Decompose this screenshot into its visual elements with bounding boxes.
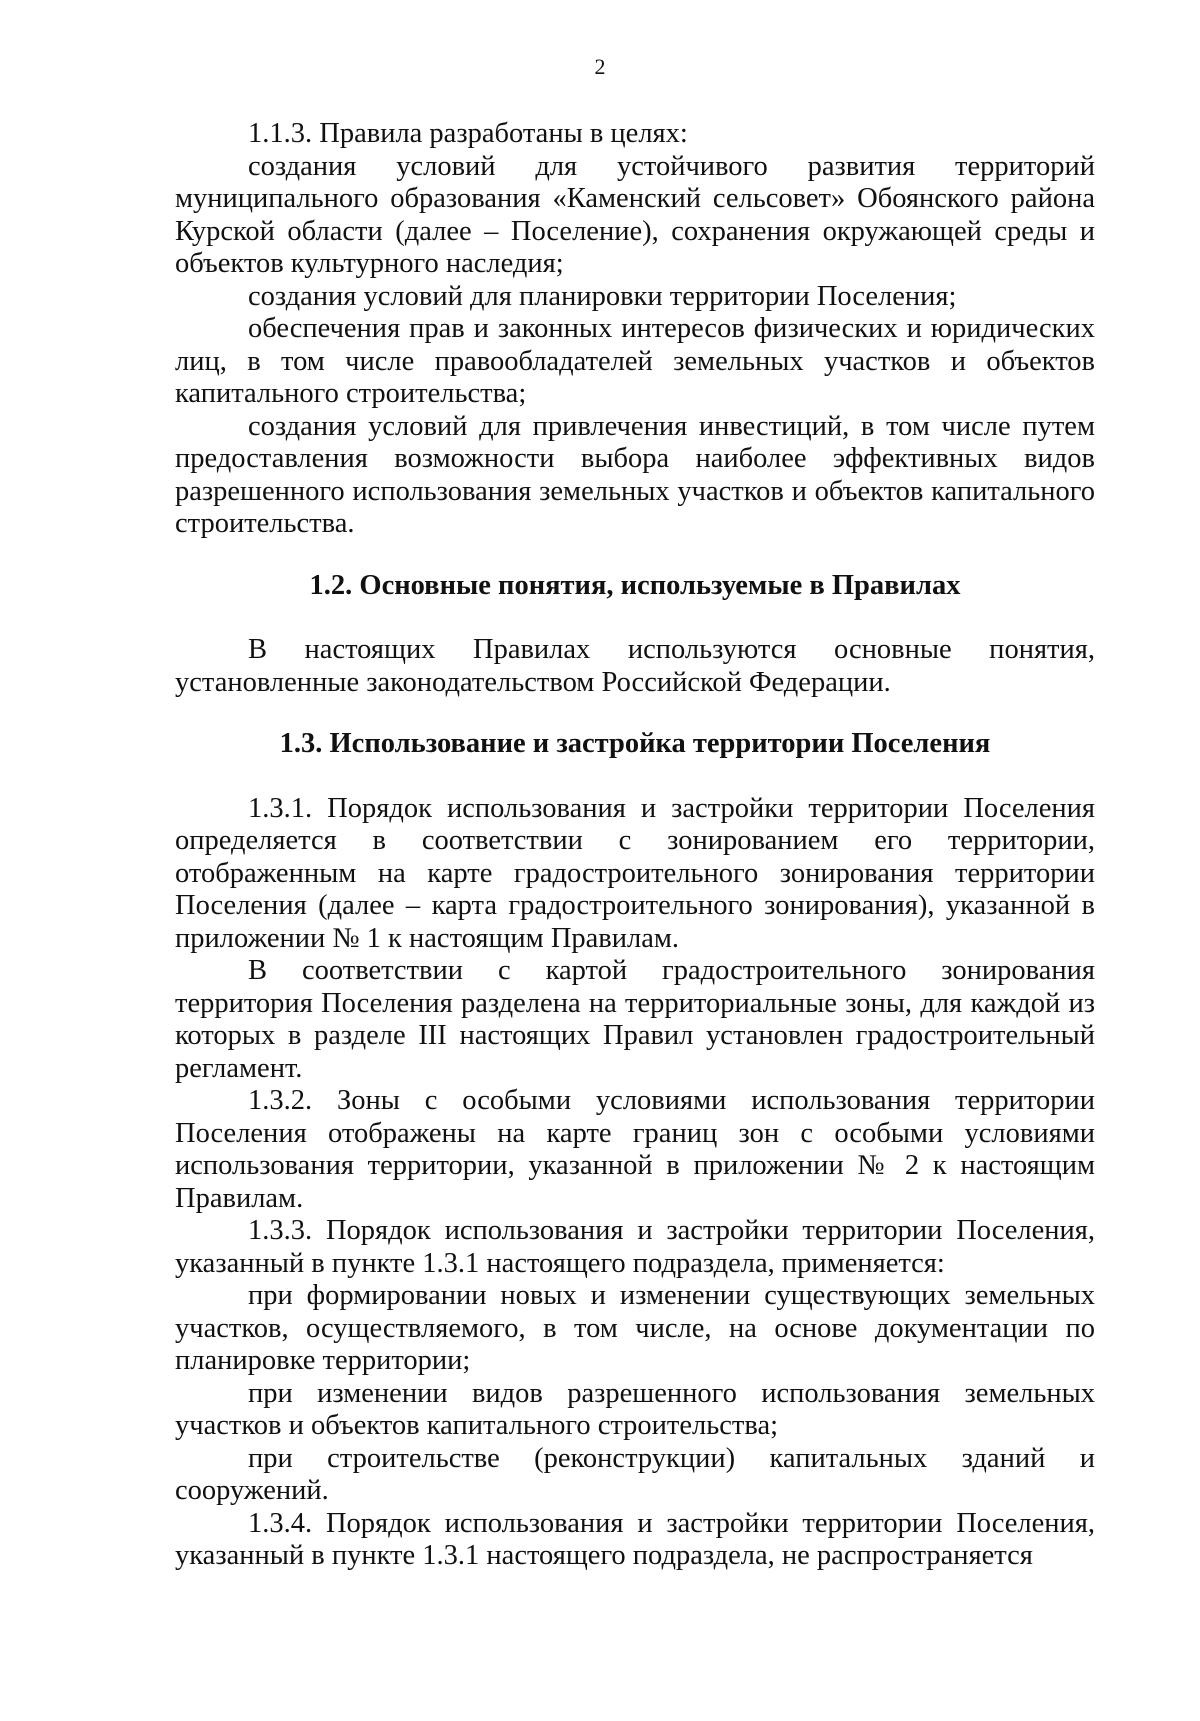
paragraph-goal-planning: создания условий для планировки территории Поселения; — [248, 280, 957, 312]
spacer — [175, 541, 1095, 570]
paragraph-basic-concepts: В настоящих Правилах используются основные понятия, установленные законодательством Российской Федерации. — [175, 634, 1095, 698]
paragraph-1-3-3: 1.3.3. Порядок использования и застройки территории Поселения, указанный в пункте 1.3.1 настоящего подраздела, применяется: — [175, 1215, 1095, 1279]
paragraph-1-3-2: 1.3.2. Зоны с особыми условиями использования территории Поселения отображены на карте границ зон с особыми условиями использования территории, указанной в приложении № 2 к настоящим Правилам. — [175, 1085, 1095, 1214]
section-heading-1-3: 1.3. Использование и застройка территории Поселения — [279, 728, 991, 759]
paragraph-goal-rights: обеспечения прав и законных интересов физических и юридических лиц, в том числе правообладателей земельных участков и объектов капитального строительства; — [175, 313, 1095, 409]
document-body — [175, 118, 1095, 1573]
paragraph-1-3-1: 1.3.1. Порядок использования и застройки территории Поселения определяется в соответствии с зонированием его территории, отображенным на карте градостроительного зонирования территории Поселения (далее – карта градостроительного зонирования), указанной в приложении № 1 к настоящим Правилам. — [175, 792, 1095, 954]
paragraph-applies-land-plots: при формировании новых и изменении существующих земельных участков, осуществляемого, в том числе, на основе документации по планировке территории; — [175, 1280, 1095, 1376]
paragraph-zoning-map: В соответствии с картой градостроительного зонирования территория Поселения разделена на территориальные зоны, для каждой из которых в разделе III настоящих Правил установлен градостроительный регламент. — [175, 955, 1095, 1084]
section-heading-1-2: 1.2. Основные понятия, используемые в Правилах — [309, 569, 961, 601]
paragraph-1-3-4: 1.3.4. Порядок использования и застройки территории Поселения, указанный в пункте 1.3.1 настоящего подраздела, не распространяется — [175, 1507, 1095, 1571]
paragraph-goal-sustainable-development: создания условий для устойчивого развития территорий муниципального образования «Каменский сельсовет» Обоянского района Курской области (далее – Поселение), сохранения окружающей среды и объектов культурного наследия; — [175, 150, 1095, 279]
spacer — [175, 602, 1095, 634]
paragraph-goal-investment: создания условий для привлечения инвестиций, в том числе путем предоставления возможности выбора наиболее эффективных видов разрешенного использования земельных участков и объектов капитального строительства. — [175, 410, 1095, 539]
paragraph-applies-permitted-use: при изменении видов разрешенного использования земельных участков и объектов капитального строительства; — [175, 1377, 1095, 1441]
paragraph-1-1-3: 1.1.3. Правила разработаны в целях: — [248, 118, 688, 149]
paragraph-applies-construction: при строительстве (реконструкции) капитальных зданий и сооружений. — [175, 1442, 1095, 1506]
spacer — [175, 699, 1095, 728]
spacer — [175, 761, 1095, 793]
page-number: 2 — [594, 54, 606, 79]
